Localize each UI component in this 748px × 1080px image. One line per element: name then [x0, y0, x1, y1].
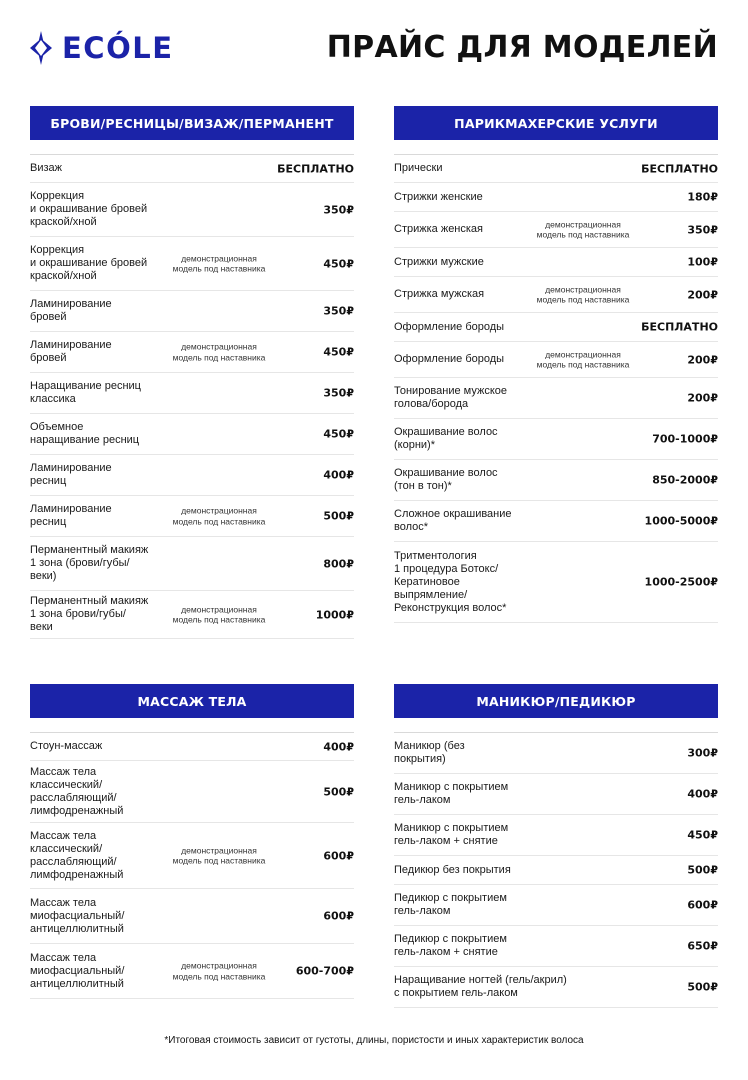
price-row: [30, 591, 354, 639]
price-row: [394, 460, 718, 501]
price-row: [30, 155, 354, 183]
service-name: Ламинирование ресниц: [30, 462, 112, 487]
service-name: Педикюр без покрытия: [394, 863, 511, 876]
service-name: Наращивание ногтей (гель/акрил) с покрытием гель-лаком: [394, 974, 567, 999]
service-price: 180₽: [687, 190, 718, 204]
service-price: 200₽: [687, 288, 718, 301]
price-row: [30, 414, 354, 455]
price-row: [394, 815, 718, 856]
service-price: 350₽: [323, 304, 354, 318]
price-row: [394, 774, 718, 815]
service-name: Сложное окрашивание волос*: [394, 508, 512, 533]
service-note: демонстрационная модель под наставника: [172, 341, 266, 362]
price-list: [30, 732, 354, 999]
section-title: ПАРИКМАХЕРСКИЕ УСЛУГИ: [394, 106, 718, 140]
service-price: 450₽: [687, 828, 718, 842]
price-row: [30, 537, 354, 591]
price-row: [394, 342, 718, 378]
service-price: 850-2000₽: [652, 473, 718, 487]
service-name: Коррекция и окрашивание бровей краской/хной: [30, 190, 148, 228]
price-row: [30, 733, 354, 761]
service-note: демонстрационная модель под наставника: [172, 505, 266, 526]
service-note: демонстрационная модель под наставника: [172, 960, 266, 981]
price-row: [394, 542, 718, 623]
price-row: [30, 823, 354, 889]
service-name: Маникюр с покрытием гель-лаком: [394, 781, 509, 806]
price-row: [30, 455, 354, 496]
service-price: 1000₽: [315, 608, 354, 621]
service-price: 600₽: [687, 898, 718, 912]
service-note: демонстрационная модель под наставника: [536, 284, 630, 305]
service-name: Окрашивание волос (корни)*: [394, 426, 498, 451]
service-name: Стрижка мужская: [394, 288, 485, 300]
price-list: [394, 732, 718, 1008]
service-name: Массаж тела классический/ расслабляющий/ лимфодренажный: [30, 765, 124, 817]
price-row: [30, 237, 354, 291]
footnote: *Итоговая стоимость зависит от густоты, длины, пористости и иных характеристик волоса: [164, 1035, 584, 1046]
price-list: [30, 154, 354, 639]
price-row: [394, 419, 718, 460]
service-name: Прически: [394, 162, 443, 174]
service-name: Визаж: [30, 162, 63, 174]
service-name: Маникюр с покрытием гель-лаком + снятие: [394, 822, 509, 847]
service-name: Ламинирование бровей: [30, 339, 112, 364]
service-name: Окрашивание волос (тон в тон)*: [394, 467, 498, 492]
service-price: БЕСПЛАТНО: [641, 320, 718, 334]
service-name: Перманентный макияж 1 зона брови/губы/ веки: [30, 595, 149, 633]
price-row: [394, 501, 718, 542]
service-price: 200₽: [687, 391, 718, 405]
service-price: 500₽: [687, 863, 718, 877]
price-row: [30, 183, 354, 237]
service-note: демонстрационная модель под наставника: [172, 845, 266, 866]
service-price: 200₽: [687, 353, 718, 366]
service-price: 500₽: [687, 980, 718, 994]
service-price: 450₽: [323, 345, 354, 359]
price-row: [30, 291, 354, 332]
section-title: БРОВИ/РЕСНИЦЫ/ВИЗАЖ/ПЕРМАНЕНТ: [30, 106, 354, 140]
service-name: Ламинирование бровей: [30, 298, 112, 323]
section-manicure: [394, 684, 718, 1008]
price-row: [394, 313, 718, 342]
logo: [30, 30, 174, 66]
service-name: Объемное наращивание ресниц: [30, 421, 140, 446]
price-row: [30, 889, 354, 944]
service-price: 400₽: [323, 740, 354, 753]
service-price: 500₽: [323, 785, 354, 798]
service-price: 100₽: [687, 255, 718, 269]
service-name: Оформление бороды: [394, 353, 505, 365]
section-title: МАССАЖ ТЕЛА: [30, 684, 354, 718]
service-name: Массаж тела миофасциальный/ антицеллюлитный: [30, 896, 125, 935]
service-name: Тонирование мужское голова/борода: [394, 385, 508, 410]
service-name: Маникюр (без покрытия): [394, 740, 465, 765]
service-price: 350₽: [323, 203, 354, 216]
price-row: [394, 885, 718, 926]
service-name: Оформление бороды: [394, 320, 505, 333]
section-hair: [394, 106, 718, 623]
section-massage: [30, 684, 354, 999]
section-title: МАНИКЮР/ПЕДИКЮР: [394, 684, 718, 718]
price-row: [394, 155, 718, 183]
service-price: 450₽: [323, 257, 354, 270]
price-row: [394, 733, 718, 774]
service-price: 400₽: [687, 787, 718, 801]
logo-text: ECÓLE: [62, 31, 174, 65]
service-price: 400₽: [323, 468, 354, 482]
price-list: [394, 154, 718, 623]
price-row: [30, 761, 354, 823]
service-name: Стоун-массаж: [30, 740, 103, 752]
service-price: 600-700₽: [295, 964, 354, 978]
price-row: [394, 856, 718, 885]
price-row: [394, 926, 718, 967]
service-price: БЕСПЛАТНО: [641, 162, 718, 175]
service-name: Массаж тела миофасциальный/ антицеллюлитный: [30, 951, 125, 990]
service-price: 350₽: [323, 386, 354, 400]
logo-diamond-icon: [30, 31, 52, 65]
service-name: Перманентный макияж 1 зона (брови/губы/ веки): [30, 544, 149, 582]
service-price: 1000-5000₽: [644, 514, 718, 528]
service-note: демонстрационная модель под наставника: [536, 219, 630, 240]
service-name: Ламинирование ресниц: [30, 503, 112, 528]
section-brows-lashes: [30, 106, 354, 639]
service-price: 450₽: [323, 427, 354, 441]
service-name: Массаж тела классический/ расслабляющий/ лимфодренажный: [30, 829, 124, 881]
service-name: Стрижка женская: [394, 223, 484, 235]
page-title: ПРАЙС ДЛЯ МОДЕЛЕЙ: [326, 30, 718, 65]
service-name: Тритментология 1 процедура Ботокс/ Кератиновое выпрямление/ Реконструкция волос*: [394, 549, 507, 614]
service-price: 300₽: [687, 746, 718, 760]
price-row: [394, 212, 718, 248]
service-price: 800₽: [323, 557, 354, 570]
service-price: 600₽: [323, 849, 354, 862]
service-note: демонстрационная модель под наставника: [536, 349, 630, 370]
service-price: 500₽: [323, 509, 354, 523]
service-price: 600₽: [323, 909, 354, 923]
price-row: [30, 944, 354, 999]
service-note: демонстрационная модель под наставника: [172, 253, 266, 274]
price-row: [30, 496, 354, 537]
service-name: Педикюр с покрытием гель-лаком + снятие: [394, 933, 507, 958]
service-note: демонстрационная модель под наставника: [172, 604, 266, 625]
price-row: [394, 277, 718, 313]
service-name: Педикюр с покрытием гель-лаком: [394, 892, 507, 917]
service-name: Коррекция и окрашивание бровей краской/хной: [30, 244, 148, 282]
price-row: [394, 248, 718, 277]
price-row: [394, 967, 718, 1008]
service-price: 700-1000₽: [652, 432, 718, 446]
service-name: Стрижки мужские: [394, 255, 484, 268]
price-row: [30, 332, 354, 373]
service-price: 650₽: [687, 939, 718, 953]
service-price: 1000-2500₽: [644, 575, 718, 589]
service-price: 350₽: [687, 223, 718, 236]
price-row: [394, 183, 718, 212]
price-row: [30, 373, 354, 414]
service-price: БЕСПЛАТНО: [277, 162, 354, 175]
price-row: [394, 378, 718, 419]
service-name: Наращивание ресниц классика: [30, 380, 141, 405]
service-name: Стрижки женские: [394, 190, 483, 203]
